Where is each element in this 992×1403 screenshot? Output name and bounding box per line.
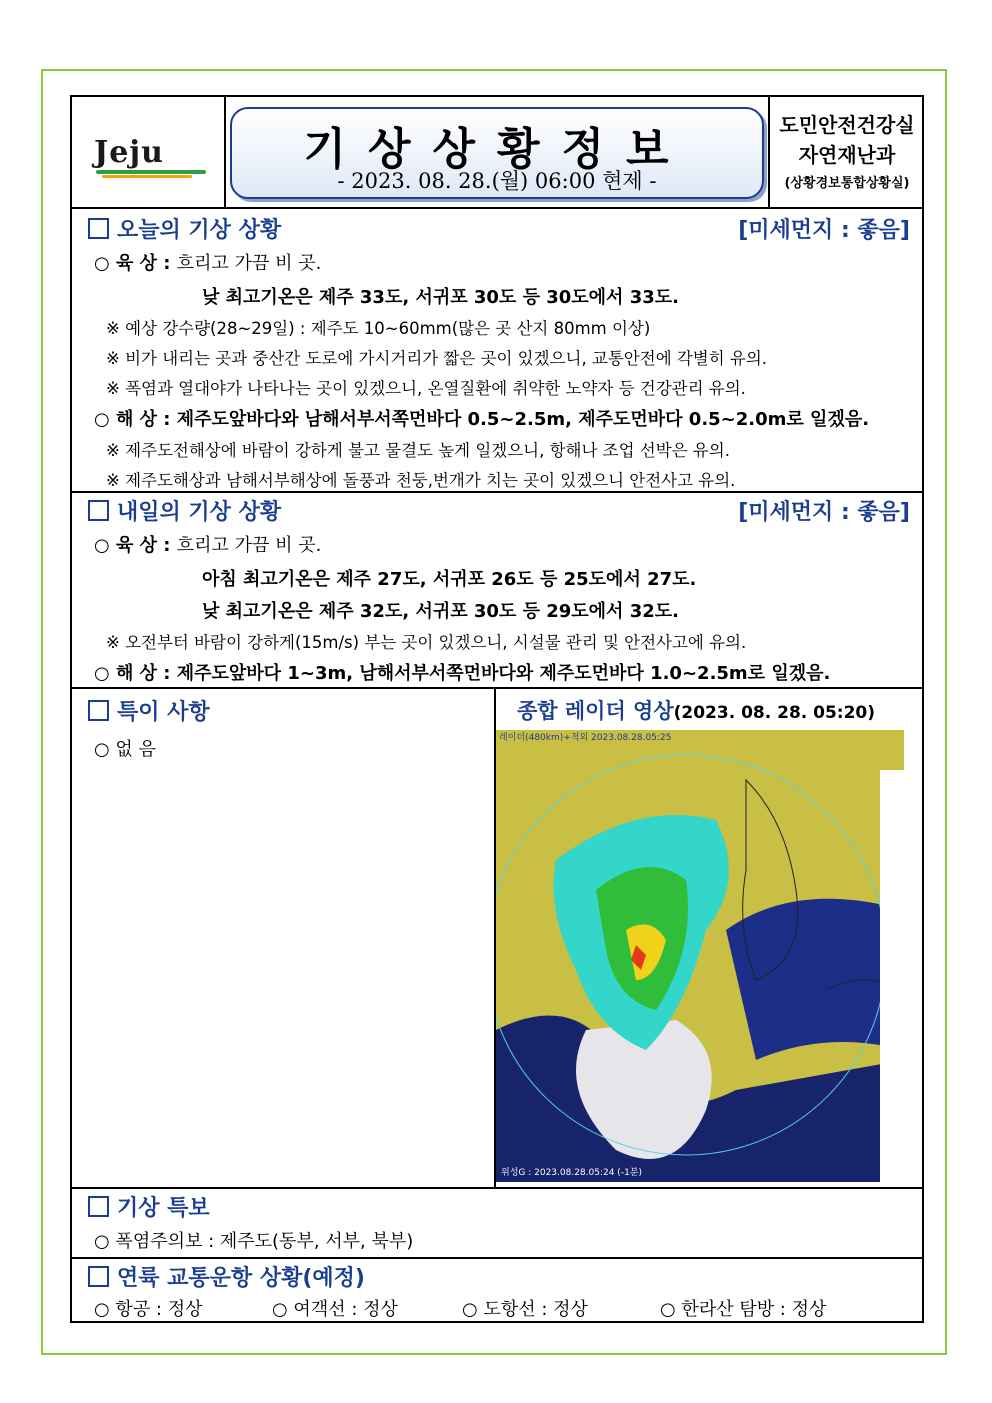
office-name: (상황경보통합상황실) (784, 176, 910, 191)
report-header (72, 97, 922, 209)
logo-swoosh-green (96, 170, 206, 174)
special-radar-section (72, 687, 922, 1189)
department-cell (768, 97, 924, 207)
today-dust-status: [미세먼지 : 좋음] (738, 218, 910, 243)
logo-swoosh-orange (102, 175, 192, 178)
today-note-wind: ※ 제주도전해상에 바람이 강하게 불고 물결도 높게 일겠으니, 항해나 조업 선박은 유의. (106, 441, 730, 460)
today-section (72, 209, 922, 493)
special-heading: 특이 사항 (88, 695, 210, 726)
warning-section (72, 1187, 922, 1259)
checkbox-icon (88, 1196, 109, 1217)
tomorrow-note-wind: ※ 오전부터 바람이 강하게(15m/s) 부는 곳이 있겠으니, 시설물 관리 및 안전사고에 유의. (106, 633, 747, 652)
tomorrow-heading: 내일의 기상 상황 (88, 495, 281, 526)
division-name: 자연재난과 (798, 143, 896, 167)
page-title: 기상상황정보 (303, 124, 691, 175)
today-note-visibility: ※ 비가 내리는 곳과 중산간 도로에 가시거리가 짧은 곳이 있겠으니, 교통안전에 각별히 유의. (106, 349, 768, 368)
traffic-air: ○ 항공 : 정상 (94, 1299, 203, 1320)
radar-title: 종합 레이더 영상(2023. 08. 28. 05:20) (517, 699, 876, 723)
radar-legend (880, 770, 904, 1182)
today-heading: 오늘의 기상 상황 (88, 213, 281, 244)
checkbox-icon (88, 500, 109, 521)
today-note-heat: ※ 폭염과 열대야가 나타나는 곳이 있겠으니, 온열질환에 취약한 노약자 등 건강관리 유의. (106, 379, 746, 398)
report-date: - 2023. 08. 28.(월) 06:00 현제 - (337, 169, 657, 193)
today-note-thunder: ※ 제주도해상과 남해서부해상에 돌풍과 천둥,번개가 치는 곳이 있겠으니 안전사고 유의. (106, 471, 736, 490)
checkbox-icon (88, 1266, 109, 1287)
traffic-island-boat: ○ 도항선 : 정상 (462, 1299, 588, 1320)
special-item: ○ 없 음 (94, 739, 156, 760)
today-land-temp: 낮 최고기온은 제주 33도, 서귀포 30도 등 30도에서 33도. (202, 287, 679, 308)
today-note-rain: ※ 예상 강수량(28~29일) : 제주도 10~60mm(많은 곳 산지 80mm 이상) (106, 319, 651, 338)
weather-report (70, 95, 924, 1323)
logo-cell (72, 97, 226, 207)
tomorrow-sea: ○ 해 상 : 제주도앞바다 1~3m, 남해서부서쪽먼바다와 제주도먼바다 1.0~2.5m로 일겠음. (94, 663, 831, 684)
department-name: 도민안전건강실 (779, 113, 915, 137)
traffic-ferry: ○ 여객선 : 정상 (272, 1299, 398, 1320)
warning-heading: 기상 특보 (88, 1191, 210, 1222)
tomorrow-section (72, 491, 922, 689)
title-box (230, 107, 764, 199)
tomorrow-dust-status: [미세먼지 : 좋음] (738, 500, 910, 525)
radar-footer: 위성G : 2023.08.28.05:24 (-1분) (501, 1168, 642, 1178)
warning-item: ○ 폭염주의보 : 제주도(동부, 서부, 북부) (94, 1231, 414, 1252)
radar-caption: 레이더(480km)+적외 2023.08.28.05:25 (499, 733, 672, 743)
tomorrow-land: ○ 육 상 : 흐리고 가끔 비 곳. (94, 535, 322, 556)
tomorrow-day-temp: 낮 최고기온은 제주 32도, 서귀포 30도 등 29도에서 32도. (202, 601, 679, 622)
traffic-section (72, 1257, 922, 1321)
checkbox-icon (88, 700, 109, 721)
jeju-logo: Jeju (94, 135, 164, 170)
radar-image (496, 730, 904, 1182)
today-land: ○ 육 상 : 흐리고 가끔 비 곳. (94, 253, 322, 274)
radar-map-graphic (496, 730, 904, 1182)
traffic-hallasan: ○ 한라산 탐방 : 정상 (660, 1299, 827, 1320)
today-sea: ○ 해 상 : 제주도앞바다와 남해서부서쪽먼바다 0.5~2.5m, 제주도먼바다 0.5~2.0m로 일겠음. (94, 409, 870, 430)
tomorrow-morning-temp: 아침 최고기온은 제주 27도, 서귀포 26도 등 25도에서 27도. (202, 569, 697, 590)
checkbox-icon (88, 218, 109, 239)
traffic-heading: 연륙 교통운항 상황(예정) (88, 1261, 365, 1292)
